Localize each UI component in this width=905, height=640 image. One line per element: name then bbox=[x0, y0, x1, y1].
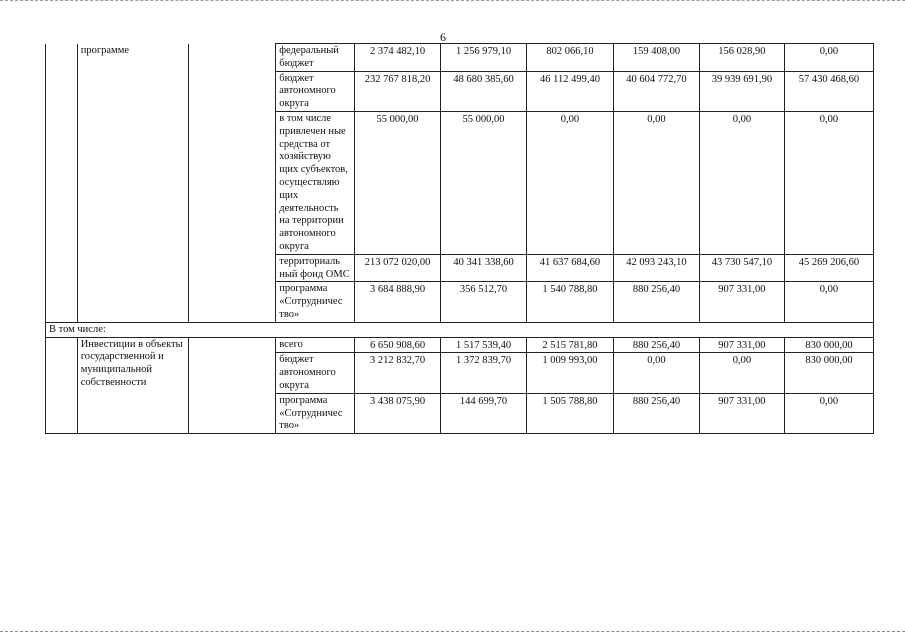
value-cell: 48 680 385,60 bbox=[441, 71, 527, 111]
value-cell: 907 331,00 bbox=[699, 282, 784, 322]
funding-source-cell: бюджет автономного округа bbox=[276, 353, 355, 393]
value-cell: 0,00 bbox=[613, 111, 699, 254]
value-cell: 0,00 bbox=[699, 353, 784, 393]
value-cell: 0,00 bbox=[526, 111, 613, 254]
value-cell: 46 112 499,40 bbox=[526, 71, 613, 111]
funding-source-cell: в том числе привлечен ные средства от хозяйствую щих субъектов, осуществляю щих деятельность на территории автономного округа bbox=[276, 111, 355, 254]
number-cell bbox=[46, 337, 78, 434]
value-cell: 880 256,40 bbox=[613, 393, 699, 433]
table-row bbox=[46, 337, 874, 353]
value-cell: 802 066,10 bbox=[526, 44, 613, 72]
value-cell: 1 372 839,70 bbox=[441, 353, 527, 393]
value-cell: 1 505 788,80 bbox=[526, 393, 613, 433]
value-cell: 880 256,40 bbox=[613, 337, 699, 353]
value-cell: 0,00 bbox=[699, 111, 784, 254]
value-cell: 156 028,90 bbox=[699, 44, 784, 72]
value-cell: 1 517 539,40 bbox=[441, 337, 527, 353]
section-label: В том числе: bbox=[46, 322, 874, 337]
table-row bbox=[46, 44, 874, 72]
executor-cell bbox=[189, 337, 276, 434]
value-cell: 45 269 206,60 bbox=[784, 254, 873, 282]
value-cell: 3 684 888,90 bbox=[355, 282, 441, 322]
value-cell: 1 009 993,00 bbox=[526, 353, 613, 393]
financing-table bbox=[45, 43, 874, 434]
value-cell: 2 374 482,10 bbox=[355, 44, 441, 72]
scan-edge-bottom bbox=[0, 631, 905, 634]
value-cell: 0,00 bbox=[613, 353, 699, 393]
value-cell: 0,00 bbox=[784, 282, 873, 322]
value-cell: 1 540 788,80 bbox=[526, 282, 613, 322]
funding-source-cell: программа «Сотрудничес тво» bbox=[276, 282, 355, 322]
value-cell: 159 408,00 bbox=[613, 44, 699, 72]
page-number: 6 bbox=[440, 30, 446, 44]
funding-source-cell: программа «Сотрудничес тво» bbox=[276, 393, 355, 433]
value-cell: 356 512,70 bbox=[441, 282, 527, 322]
funding-source-cell: всего bbox=[276, 337, 355, 353]
value-cell: 57 430 468,60 bbox=[784, 71, 873, 111]
value-cell: 830 000,00 bbox=[784, 353, 873, 393]
funding-source-cell: территориаль ный фонд ОМС bbox=[276, 254, 355, 282]
value-cell: 40 604 772,70 bbox=[613, 71, 699, 111]
value-cell: 3 438 075,90 bbox=[355, 393, 441, 433]
table-row bbox=[46, 322, 874, 337]
value-cell: 0,00 bbox=[784, 111, 873, 254]
number-cell bbox=[46, 44, 78, 323]
value-cell: 0,00 bbox=[784, 393, 873, 433]
program-name-cell: программе bbox=[77, 44, 189, 323]
value-cell: 6 650 908,60 bbox=[355, 337, 441, 353]
value-cell: 907 331,00 bbox=[699, 393, 784, 433]
value-cell: 144 699,70 bbox=[441, 393, 527, 433]
value-cell: 39 939 691,90 bbox=[699, 71, 784, 111]
value-cell: 2 515 781,80 bbox=[526, 337, 613, 353]
funding-source-cell: бюджет автономного округа bbox=[276, 71, 355, 111]
value-cell: 880 256,40 bbox=[613, 282, 699, 322]
value-cell: 1 256 979,10 bbox=[441, 44, 527, 72]
value-cell: 55 000,00 bbox=[441, 111, 527, 254]
investment-name-cell: Инвестиции в объекты государственной и муниципальной собственности bbox=[77, 337, 189, 434]
value-cell: 41 637 684,60 bbox=[526, 254, 613, 282]
executor-cell bbox=[189, 44, 276, 323]
value-cell: 232 767 818,20 bbox=[355, 71, 441, 111]
value-cell: 213 072 020,00 bbox=[355, 254, 441, 282]
value-cell: 43 730 547,10 bbox=[699, 254, 784, 282]
value-cell: 830 000,00 bbox=[784, 337, 873, 353]
value-cell: 40 341 338,60 bbox=[441, 254, 527, 282]
funding-source-cell: федеральный бюджет bbox=[276, 44, 355, 72]
value-cell: 55 000,00 bbox=[355, 111, 441, 254]
value-cell: 42 093 243,10 bbox=[613, 254, 699, 282]
value-cell: 0,00 bbox=[784, 44, 873, 72]
value-cell: 907 331,00 bbox=[699, 337, 784, 353]
scan-edge-top bbox=[0, 0, 905, 4]
value-cell: 3 212 832,70 bbox=[355, 353, 441, 393]
